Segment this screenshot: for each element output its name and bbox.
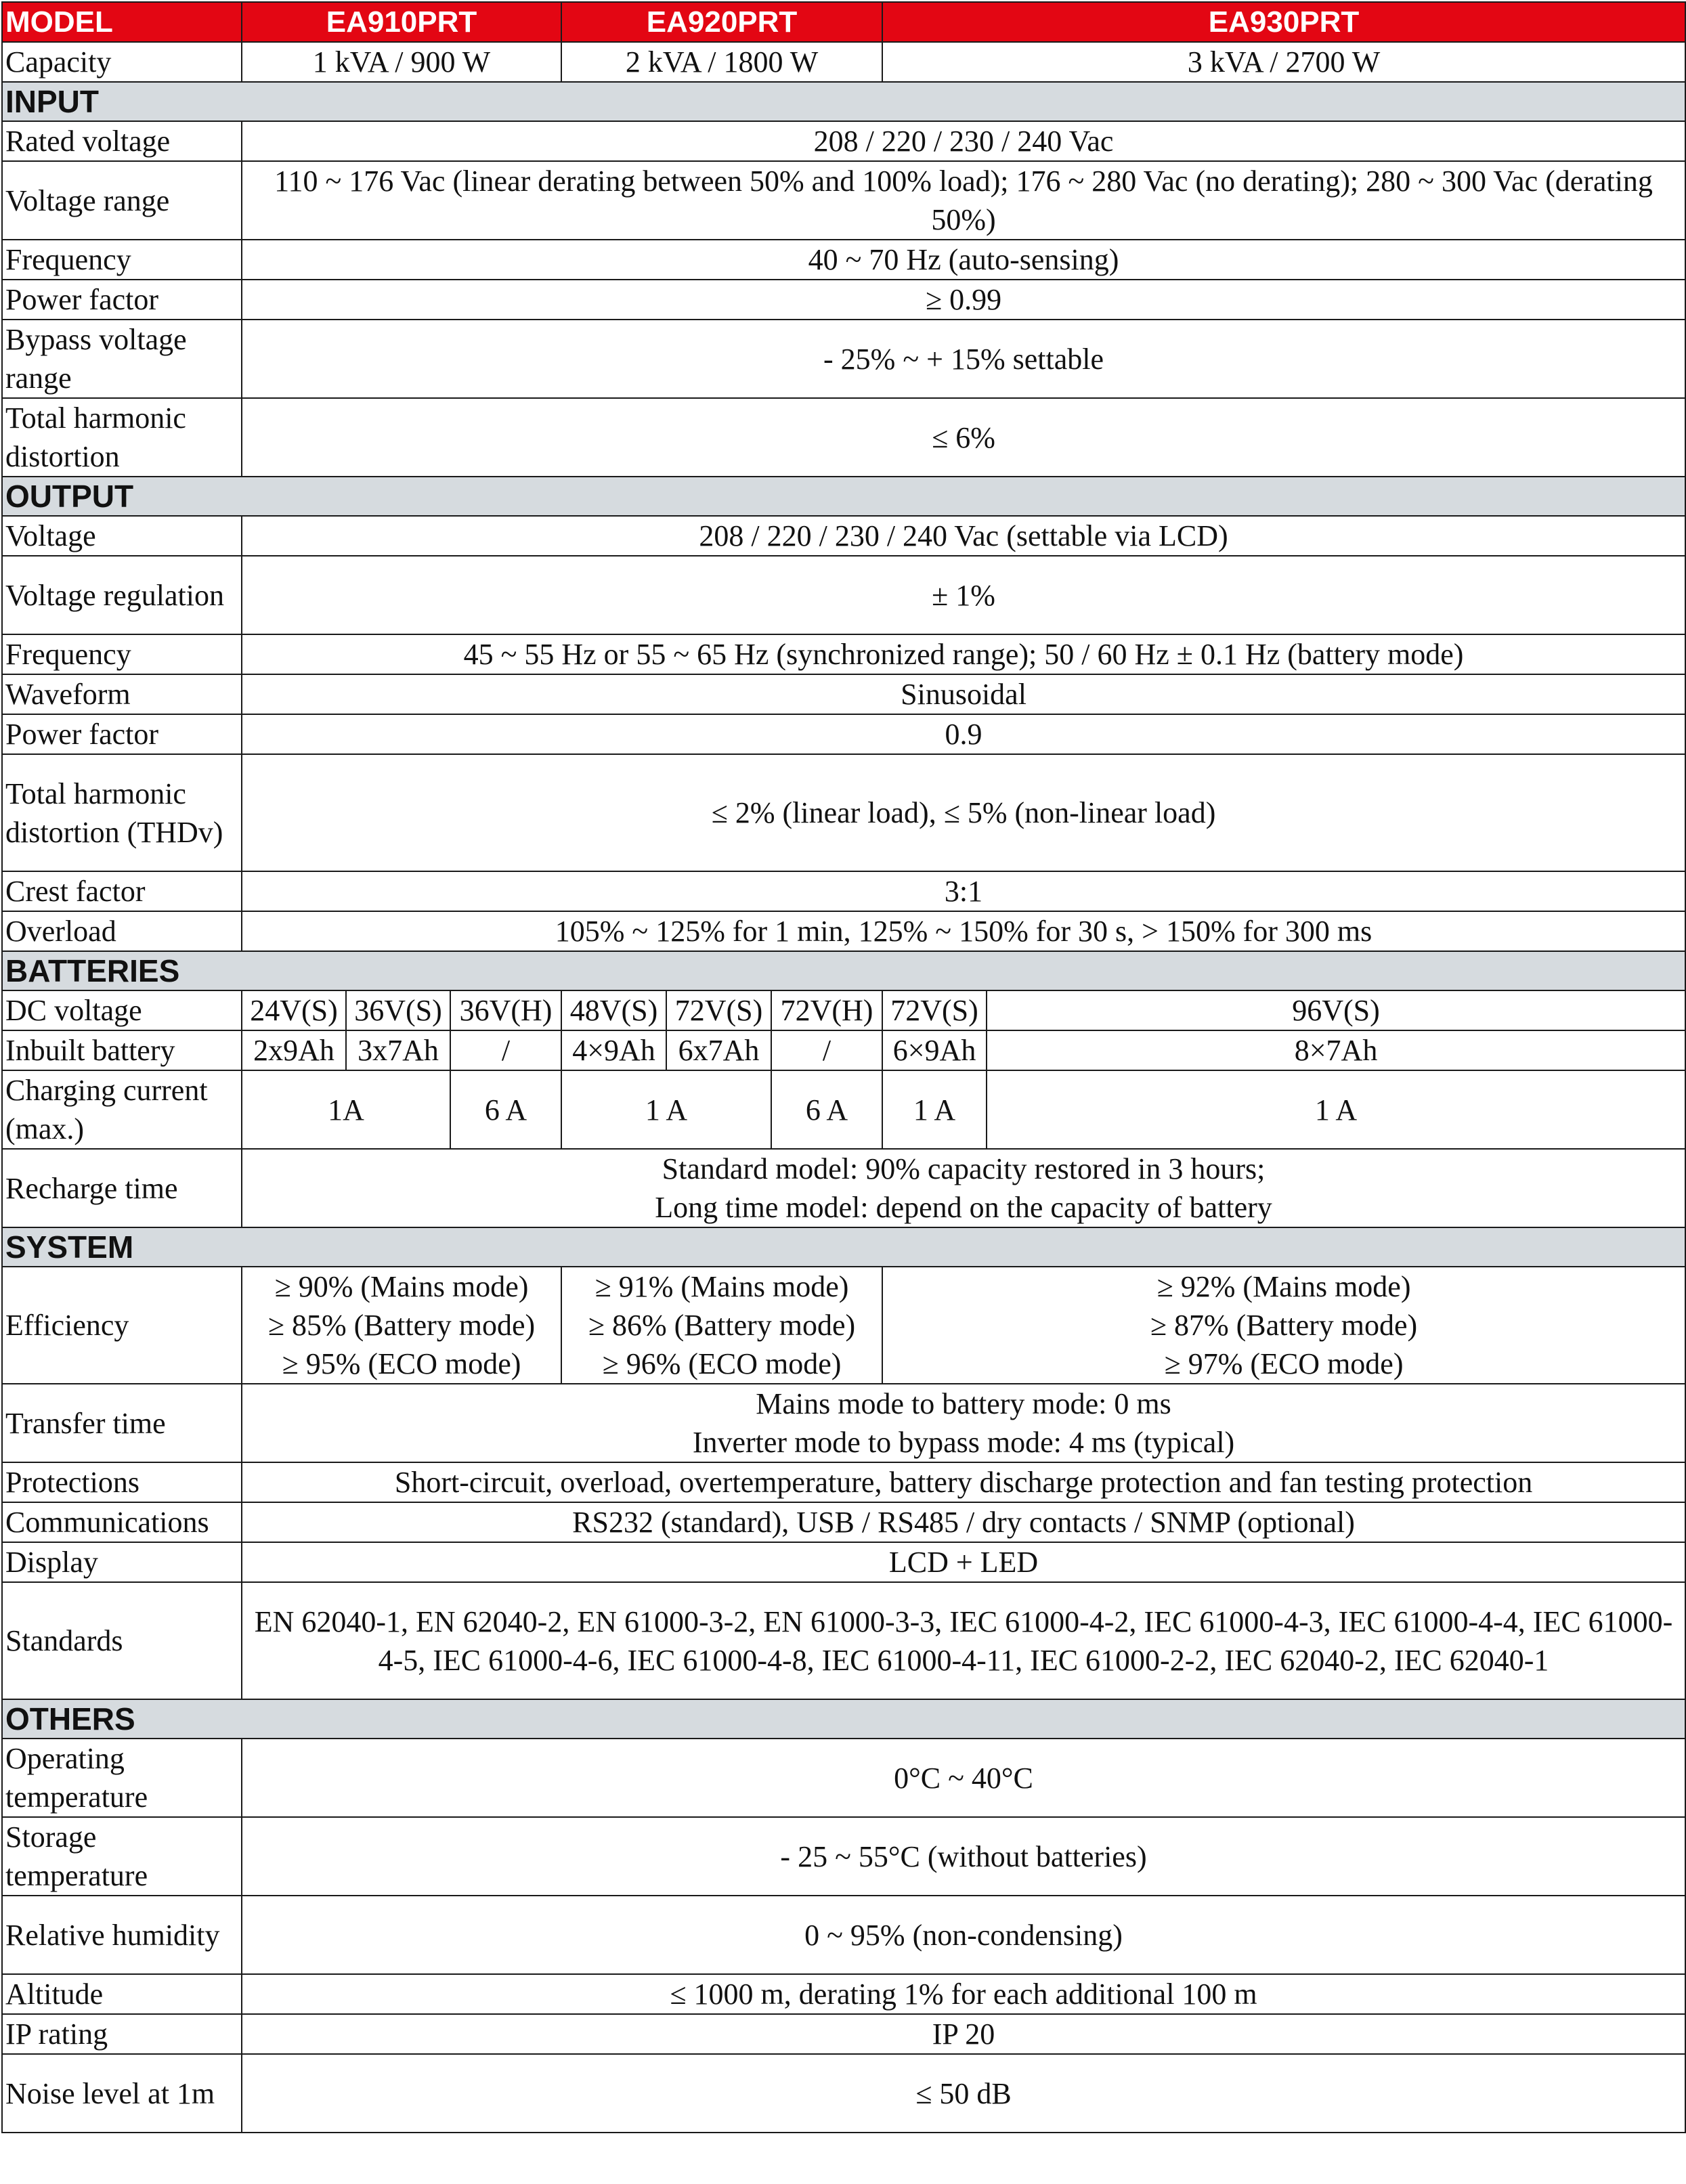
row-value: 40 ~ 70 Hz (auto-sensing) (242, 240, 1685, 280)
charging-current-cell: 1A (242, 1070, 450, 1149)
spec-table (1, 1, 1686, 2133)
row-value: LCD + LED (242, 1542, 1685, 1582)
capacity-value: 2 kVA / 1800 W (561, 42, 882, 82)
table-row (2, 398, 1685, 477)
row-value: EN 62040-1, EN 62040-2, EN 61000-3-2, EN 61000-3-3, IEC 61000-4-2, IEC 61000-4-3, IEC 61000-4-4, IEC 61000-4-5, IEC 61000-4-6, IEC 61000-4-8, IEC 61000-4-11, IEC 61000-2-2, IEC 62040-2, IEC 62040-1 (242, 1582, 1685, 1699)
table-row (2, 1896, 1685, 1974)
section-input (2, 82, 1685, 121)
row-value: 0 ~ 95% (non-condensing) (242, 1896, 1685, 1974)
row-value: ≤ 6% (242, 398, 1685, 477)
header-row (2, 2, 1685, 42)
row-value: Sinusoidal (242, 674, 1685, 714)
table-row (2, 2014, 1685, 2054)
charging-current-cell: 6 A (771, 1070, 882, 1149)
capacity-value: 3 kVA / 2700 W (882, 42, 1685, 82)
row-value: Short-circuit, overload, overtemperature, battery discharge protection and fan testing protection (242, 1462, 1685, 1502)
row-label: Recharge time (2, 1149, 242, 1227)
efficiency-cell (561, 1267, 882, 1384)
table-row (2, 634, 1685, 674)
capacity-label: Capacity (2, 42, 242, 82)
section-title: OUTPUT (2, 477, 1685, 516)
row-label: Bypass voltage range (2, 320, 242, 398)
efficiency-line: ≥ 85% (Battery mode) (267, 1309, 536, 1342)
efficiency-line: ≥ 96% (ECO mode) (602, 1347, 842, 1380)
dc-voltage-cell: 36V(S) (346, 990, 450, 1030)
row-label: Power factor (2, 714, 242, 754)
row-label: Transfer time (2, 1384, 242, 1462)
dc-voltage-cell: 72V(S) (882, 990, 987, 1030)
inbuilt-battery-cell: / (771, 1030, 882, 1070)
row-label: Total harmonic distortion (2, 398, 242, 477)
row-value: ≥ 0.99 (242, 280, 1685, 320)
table-row (2, 1817, 1685, 1896)
row-label: Voltage range (2, 161, 242, 240)
dc-voltage-cell: 96V(S) (987, 990, 1685, 1030)
table-row (2, 1739, 1685, 1817)
row-label: Voltage (2, 516, 242, 556)
section-title: SYSTEM (2, 1227, 1685, 1267)
row-label: Display (2, 1542, 242, 1582)
row-label: Inbuilt battery (2, 1030, 242, 1070)
row-label: Efficiency (2, 1267, 242, 1384)
table-row (2, 990, 1685, 1030)
row-label: Rated voltage (2, 121, 242, 161)
row-value: 0°C ~ 40°C (242, 1739, 1685, 1817)
row-label: Charging current (max.) (2, 1070, 242, 1149)
dc-voltage-cell: 72V(H) (771, 990, 882, 1030)
row-value: 208 / 220 / 230 / 240 Vac (settable via LCD) (242, 516, 1685, 556)
inbuilt-battery-cell: 4×9Ah (561, 1030, 666, 1070)
table-row (2, 754, 1685, 871)
row-value: 45 ~ 55 Hz or 55 ~ 65 Hz (synchronized range); 50 / 60 Hz ± 0.1 Hz (battery mode) (242, 634, 1685, 674)
row-value: ≤ 2% (linear load), ≤ 5% (non-linear load) (242, 754, 1685, 871)
charging-current-cell: 6 A (450, 1070, 561, 1149)
row-value: RS232 (standard), USB / RS485 / dry contacts / SNMP (optional) (242, 1502, 1685, 1542)
capacity-row (2, 42, 1685, 82)
row-value: ± 1% (242, 556, 1685, 634)
charging-current-cell: 1 A (987, 1070, 1685, 1149)
row-label: Frequency (2, 634, 242, 674)
section-title: BATTERIES (2, 951, 1685, 990)
table-row (2, 1974, 1685, 2014)
row-label: Voltage regulation (2, 556, 242, 634)
row-value (242, 1384, 1685, 1462)
model-ea920prt: EA920PRT (561, 2, 882, 42)
capacity-value: 1 kVA / 900 W (242, 42, 561, 82)
efficiency-line: ≥ 90% (Mains mode) (274, 1270, 529, 1303)
section-output (2, 477, 1685, 516)
row-label: Operating temperature (2, 1739, 242, 1817)
table-row (2, 911, 1685, 951)
row-label: Overload (2, 911, 242, 951)
row-value: - 25% ~ + 15% settable (242, 320, 1685, 398)
table-row (2, 516, 1685, 556)
model-label: MODEL (2, 2, 242, 42)
table-row (2, 121, 1685, 161)
row-label: Power factor (2, 280, 242, 320)
row-label: Storage temperature (2, 1817, 242, 1896)
transfer-line: Inverter mode to bypass mode: 4 ms (typical) (692, 1426, 1235, 1459)
row-value: ≤ 50 dB (242, 2054, 1685, 2133)
model-ea930prt: EA930PRT (882, 2, 1685, 42)
row-label: Altitude (2, 1974, 242, 2014)
dc-voltage-cell: 72V(S) (666, 990, 771, 1030)
table-row (2, 1384, 1685, 1462)
row-value: 0.9 (242, 714, 1685, 754)
dc-voltage-cell: 36V(H) (450, 990, 561, 1030)
table-row (2, 2054, 1685, 2133)
table-row (2, 871, 1685, 911)
dc-voltage-cell: 48V(S) (561, 990, 666, 1030)
efficiency-line: ≥ 92% (Mains mode) (1157, 1270, 1411, 1303)
section-others (2, 1699, 1685, 1739)
table-row (2, 714, 1685, 754)
efficiency-line: ≥ 97% (ECO mode) (1164, 1347, 1404, 1380)
row-value (242, 1149, 1685, 1227)
table-row (2, 280, 1685, 320)
section-batteries (2, 951, 1685, 990)
table-row (2, 1149, 1685, 1227)
row-label: Standards (2, 1582, 242, 1699)
table-row (2, 161, 1685, 240)
table-row (2, 556, 1685, 634)
table-row (2, 1582, 1685, 1699)
efficiency-line: ≥ 87% (Battery mode) (1150, 1309, 1418, 1342)
efficiency-line: ≥ 91% (Mains mode) (595, 1270, 849, 1303)
row-value: 110 ~ 176 Vac (linear derating between 50% and 100% load); 176 ~ 280 Vac (no derating); 280 ~ 300 Vac (derating 50%) (242, 161, 1685, 240)
section-system (2, 1227, 1685, 1267)
row-label: Total harmonic distortion (THDv) (2, 754, 242, 871)
row-label: Waveform (2, 674, 242, 714)
recharge-line: Long time model: depend on the capacity of battery (655, 1191, 1272, 1224)
row-label: DC voltage (2, 990, 242, 1030)
table-row (2, 674, 1685, 714)
recharge-line: Standard model: 90% capacity restored in 3 hours; (662, 1152, 1266, 1185)
row-value: IP 20 (242, 2014, 1685, 2054)
table-row (2, 1542, 1685, 1582)
row-label: Crest factor (2, 871, 242, 911)
efficiency-cell (882, 1267, 1685, 1384)
table-row (2, 1070, 1685, 1149)
inbuilt-battery-cell: 6×9Ah (882, 1030, 987, 1070)
inbuilt-battery-cell: 8×7Ah (987, 1030, 1685, 1070)
efficiency-line: ≥ 95% (ECO mode) (282, 1347, 521, 1380)
row-value: 105% ~ 125% for 1 min, 125% ~ 150% for 30 s, > 150% for 300 ms (242, 911, 1685, 951)
row-value: 3:1 (242, 871, 1685, 911)
table-row (2, 1030, 1685, 1070)
row-label: IP rating (2, 2014, 242, 2054)
row-label: Noise level at 1m (2, 2054, 242, 2133)
table-row (2, 1267, 1685, 1384)
charging-current-cell: 1 A (561, 1070, 771, 1149)
table-row (2, 1502, 1685, 1542)
row-label: Frequency (2, 240, 242, 280)
transfer-line: Mains mode to battery mode: 0 ms (756, 1387, 1171, 1420)
inbuilt-battery-cell: 6x7Ah (666, 1030, 771, 1070)
inbuilt-battery-cell: 2x9Ah (242, 1030, 346, 1070)
table-row (2, 240, 1685, 280)
table-row (2, 320, 1685, 398)
efficiency-cell (242, 1267, 561, 1384)
section-title: OTHERS (2, 1699, 1685, 1739)
section-title: INPUT (2, 82, 1685, 121)
row-value: 208 / 220 / 230 / 240 Vac (242, 121, 1685, 161)
charging-current-cell: 1 A (882, 1070, 987, 1149)
row-label: Relative humidity (2, 1896, 242, 1974)
inbuilt-battery-cell: / (450, 1030, 561, 1070)
inbuilt-battery-cell: 3x7Ah (346, 1030, 450, 1070)
row-value: ≤ 1000 m, derating 1% for each additional 100 m (242, 1974, 1685, 2014)
row-label: Protections (2, 1462, 242, 1502)
efficiency-line: ≥ 86% (Battery mode) (588, 1309, 856, 1342)
table-row (2, 1462, 1685, 1502)
row-value: - 25 ~ 55°C (without batteries) (242, 1817, 1685, 1896)
dc-voltage-cell: 24V(S) (242, 990, 346, 1030)
row-label: Communications (2, 1502, 242, 1542)
model-ea910prt: EA910PRT (242, 2, 561, 42)
